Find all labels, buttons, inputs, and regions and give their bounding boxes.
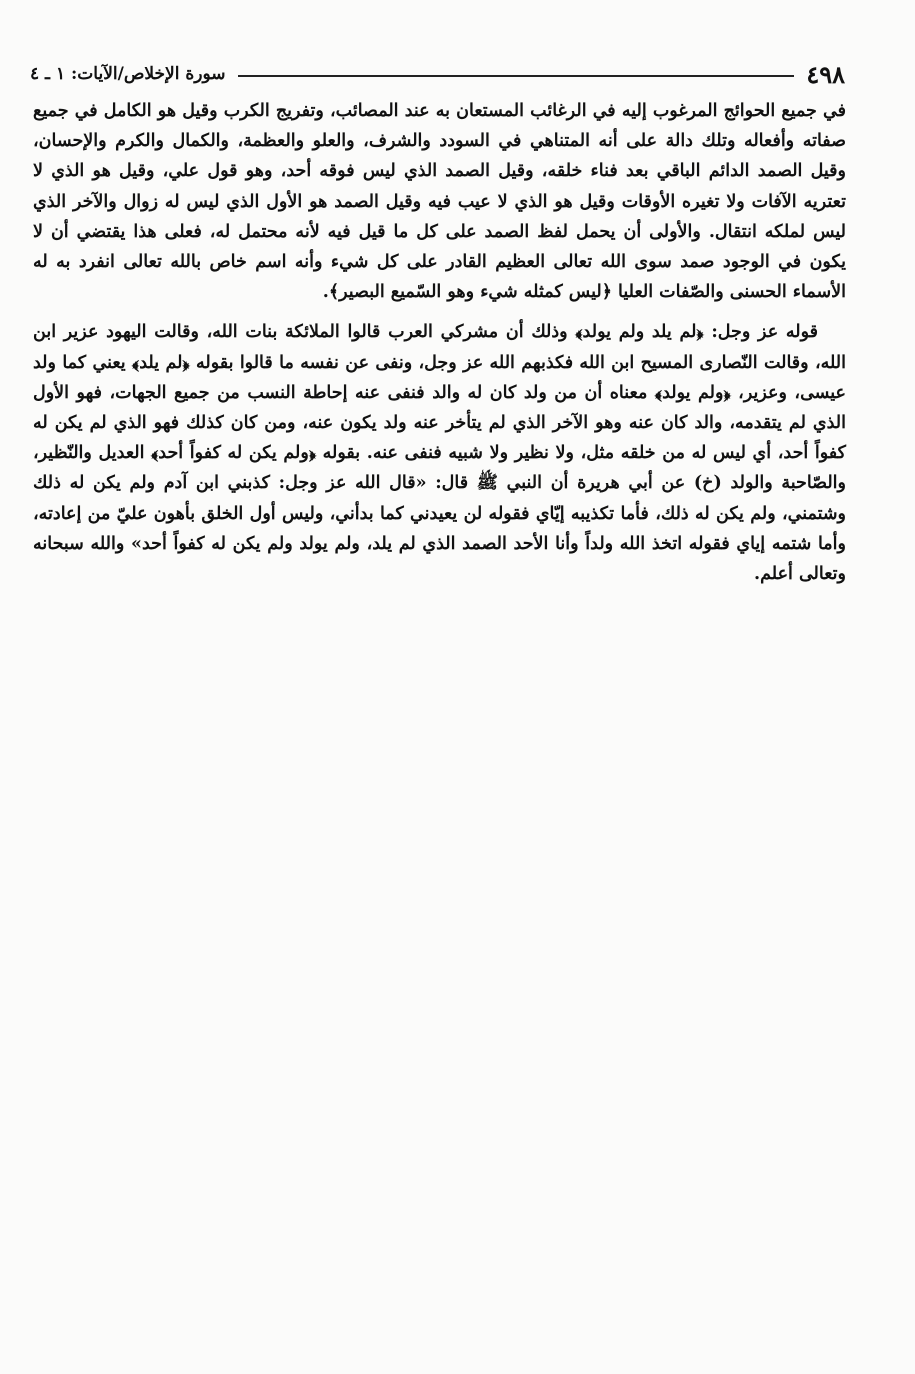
running-head xyxy=(30,58,845,90)
paragraph: قوله عز وجل: ﴿لم يلد ولم يولد﴾ وذلك أن مشركي العرب قالوا الملائكة بنات الله، وقالت اليهود عزير ابن الله، وقالت النّصارى المسيح ابن الله فكذبهم الله عز وجل، ونفى عن نفسه ما قالوا بقوله ﴿لم يلد﴾ يعني كما ولد عيسى، وعزير، ﴿ولم يولد﴾ معناه أن من ولد كان له والد فنفى عنه إحاطة النسب من جميع الجهات، فهو الأول الذي لم يتقدمه، والد كان عنه وهو الآخر الذي لم يتأخر عنه ولد يكون عنه، ومن كان كذلك فهو الذي لم يكن له كفواً أحد، أي ليس له من خلقه مثل، ولا نظير ولا شبيه فنفى عنه. بقوله ﴿ولم يكن له كفواً أحد﴾ العديل والنّظير، والصّاحبة والولد (خ) عن أبي هريرة أن النبي ﷺ قال: «قال الله عز وجل: كذبني ابن آدم ولم يكن له ذلك وشتمني، ولم يكن له ذلك، فأما تكذيبه إيّاي فقوله لن يعيدني كما بدأني، وليس أول الخلق بأهون عليّ من إعادته، وأما شتمه إياي فقوله اتخذ الله ولداً وأنا الأحد الصمد الذي لم يلد، ولم يولد ولم يكن له كفواً أحد» والله سبحانه وتعالى أعلم. xyxy=(33,322,846,585)
chapter-title: سورة الإخلاص/الآيات: ١ ـ ٤ xyxy=(30,64,226,84)
paragraph: في جميع الحوائج المرغوب إليه في الرغائب المستعان به عند المصائب، وتفريج الكرب وقيل هو الكامل في جميع صفاته وأفعاله وتلك دالة على أنه المتناهي في السودد والشرف، والعلو والعظمة، والكمال والكرم والإحسان، وقيل الصمد الدائم الباقي بعد فناء خلقه، وقيل الصمد الذي ليس فوقه أحد، وهو قول علي، وقيل هو الذي لا تعتريه الآفات ولا تغيره الأوقات وقيل هو الذي لا عيب فيه وقيل الصمد هو الأول الذي ليس له زوال والآخر الذي ليس لملكه انتقال. والأولى أن يحمل لفظ الصمد على كل ما قيل فيه لأنه محتمل له، فعلى هذا يقتضي أن لا يكون في الوجود صمد سوى الله تعالى العظيم القادر على كل شيء وأنه اسم خاص بالله تعالى انفرد به له الأسماء الحسنى والصّفات العليا ﴿ليس كمثله شيء وهو السّميع البصير﴾. xyxy=(33,101,846,303)
page-body xyxy=(33,96,846,589)
page-number: ٤٩٨ xyxy=(806,59,845,89)
header-rule xyxy=(238,75,795,77)
